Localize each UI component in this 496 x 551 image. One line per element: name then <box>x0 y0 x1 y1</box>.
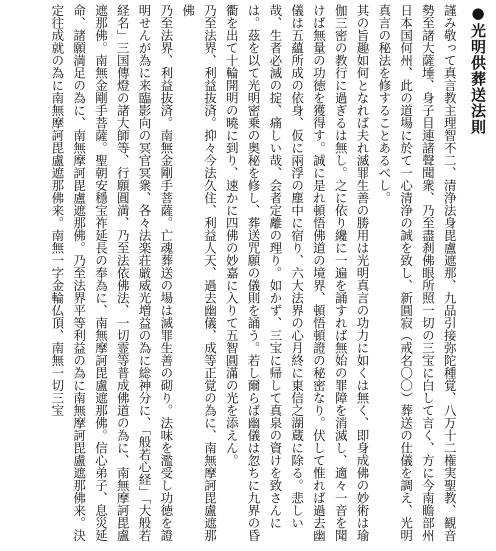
paragraph-body: 其の旨趣如何となれば夫れ滅罪生善の勝用は光明真言の功力に如くは無く、即身成佛の妙術は瑜伽三密の教行に過ぎるは無し。之に依り纔に一遍を誦すれば無始の罪障を消滅し、適々一音を聞けば無量の功徳を獲得す。誠に是れ頓悟佛道の境界、頓悟頓證の秘密なり。伏して惟れば過去幽儀は五蘊所成の依身、仮に兩浮の塵中に宿り、六大法界の心月終に東信之湖蔵に除る。悲しい哉、生者必滅の掟、痛しい哉、会者定離の理り。如かず、三宝に帰して真泉の資けを致さんには。茲を以て光明密乗の奥秘を修し、葬送咒願の儀則を誦う。若し爾らば幽儀は忽ちに九界の昏衢を出て十輪開明の曉に到り、速かに四佛の妙嘉に入りて五智圓滿の光を添えん。 <box>224 4 371 542</box>
bullet-icon: ● <box>469 4 487 23</box>
paragraph-opening: 謹み敬って真言教主理智不二、清浄法身毘盧遮那、九品引接弥陀種覚、八万十二権実聖教、観音勢至諸大薩埵、身子目連諸聲聞衆、乃至盡刹佛眼所照一切の三宝に白して言く、方に今南瞻部州日本国何州、此の道場に於て一心清浄の誠を致し、新圓寂（戒名〇〇）葬送の仕儀を調え、光明真言の秘法を修することあるべし。 <box>376 4 458 542</box>
paragraph-dedication: 乃至法界、利益抜済。抑々今法久住、利益人天、過去幽儀、成等正覚の為に、南無摩訶毘盧遮那佛 <box>180 4 218 542</box>
title-text: 光明供葬送法則 <box>469 23 487 135</box>
paragraph-closing: 乃至法界、利益抜済。南無金剛手菩薩。亡魂葬送の場は滅罪生善の砌り。法味を濫受し功徳を證明せんが為に来臨影向の冥官冥衆、各々法楽荘厳威光増益の為に総神分に、「般若心経」「大般若経名」三国傳燈の諸大師等、行願圓満、乃至法依佛法、一切霊等普成佛道の為に、南無摩訶毘盧遮那佛。南無金剛手菩薩。聖朝安穩宝祚延長の奉為に、南無摩訶毘盧遮那佛。信心弟子、息災延命、諸願満足の為に、南無摩訶毘盧遮那佛。乃至法界平等利益の為に南無摩訶毘盧遮那佛来。決定往成就の為に南無摩訶毘盧遮那佛来。南無一字金輪仏頂、南無一切三宝 <box>49 4 174 542</box>
document-title <box>466 4 488 545</box>
